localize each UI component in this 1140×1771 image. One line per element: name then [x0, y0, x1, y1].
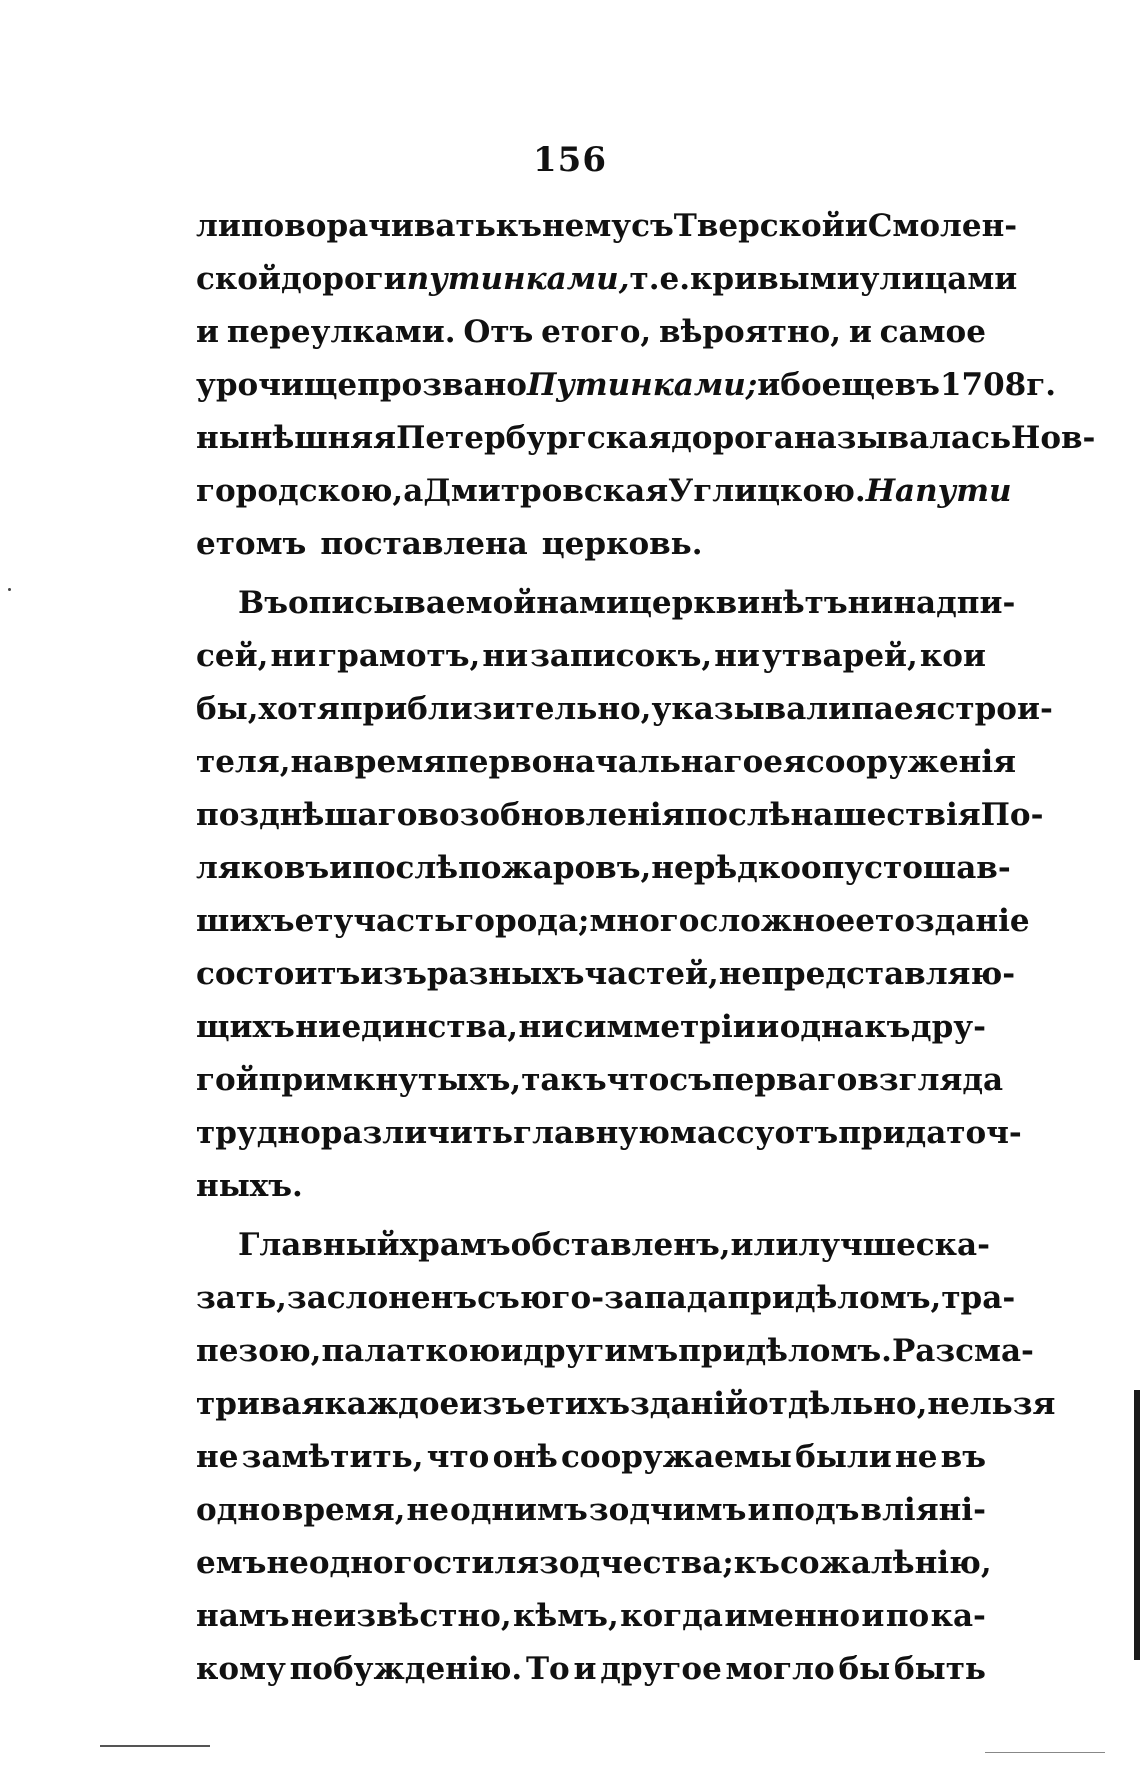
word: или [730, 1227, 799, 1263]
word: ея [763, 744, 806, 780]
word: пути [915, 473, 1012, 509]
word: вліяні- [860, 1492, 986, 1528]
word: ея [893, 691, 937, 727]
word: единства, [341, 1009, 519, 1045]
word: ска- [915, 1227, 991, 1263]
word: перваго [711, 1062, 858, 1098]
word: послѣ [352, 850, 459, 886]
word: главную [513, 1115, 670, 1151]
word: тра- [941, 1280, 1016, 1316]
word: Петербургская [396, 420, 672, 456]
word: нами [536, 585, 629, 621]
word: ни [518, 1009, 565, 1045]
word: самое [879, 314, 986, 350]
word: еще [821, 367, 895, 403]
word: нельзя [927, 1386, 1056, 1422]
text-line [196, 895, 1030, 948]
word: по [885, 1598, 930, 1634]
word: не [406, 1492, 449, 1528]
word: ляковъ [196, 850, 330, 886]
word: т. [629, 261, 660, 297]
word: нѣтъ [760, 585, 848, 621]
word: а [403, 473, 424, 509]
word: опустошав- [800, 850, 1011, 886]
text-line [196, 1590, 986, 1643]
word: етого, [541, 314, 652, 350]
word: шихъ [196, 903, 295, 939]
page-number: 156 [533, 140, 607, 180]
word: первоначальнаго [446, 744, 764, 780]
word: не [718, 956, 762, 992]
word: замѣтить, [241, 1439, 424, 1475]
word: съ [669, 1062, 712, 1098]
word: и [844, 208, 868, 244]
word: одного [308, 1545, 434, 1581]
word: называлась [793, 420, 1012, 456]
word: строи- [936, 691, 1053, 727]
word: тривая [196, 1386, 325, 1422]
word: ни [847, 585, 894, 621]
word: поставлена [320, 526, 528, 562]
scan-foot-line [985, 1752, 1105, 1753]
text-line [196, 200, 1018, 253]
text-line [196, 1054, 1004, 1107]
word: не [895, 1439, 938, 1475]
text-line [196, 359, 1057, 412]
word: записокъ, [530, 638, 713, 674]
word: поворачивать [240, 208, 496, 244]
word: что [606, 1062, 670, 1098]
word: ка- [930, 1598, 986, 1634]
word: такъ [521, 1062, 607, 1098]
word: щихъ [196, 1009, 295, 1045]
word: и [329, 850, 353, 886]
word: пезою, [196, 1333, 322, 1369]
word: время, [281, 1492, 406, 1528]
word: ни [714, 638, 760, 674]
text-line [196, 518, 986, 571]
word: сей, [196, 638, 269, 674]
word: многосложное [589, 903, 856, 939]
word: ныхъ. [196, 1168, 303, 1204]
word: дру- [910, 1009, 986, 1045]
word: Смолен- [867, 208, 1018, 244]
word: утварей, [761, 638, 918, 674]
word: Нов- [1011, 420, 1096, 456]
word: обставленъ, [510, 1227, 731, 1263]
text-line [196, 412, 1096, 465]
word: придаточ- [838, 1115, 1022, 1151]
text-line [196, 1537, 992, 1590]
word: дороги [280, 261, 407, 297]
word: Главный [238, 1227, 400, 1263]
word: дорога [671, 420, 794, 456]
word: быть [893, 1651, 986, 1687]
text-line [196, 1325, 1034, 1378]
word: примкнутыхъ, [258, 1062, 522, 1098]
word: городскою, [196, 473, 404, 509]
word: етихъ [525, 1386, 630, 1422]
word: зданій [630, 1386, 748, 1422]
text-line [196, 842, 1011, 895]
word: храмъ [399, 1227, 511, 1263]
word: ни [270, 638, 317, 674]
word: массу [669, 1115, 775, 1151]
word: бы, [196, 691, 259, 727]
word: къ [733, 1545, 780, 1581]
word: къ [495, 208, 542, 244]
word: кои [919, 638, 986, 674]
word: надпи- [893, 585, 1016, 621]
word: заслоненъ [286, 1280, 478, 1316]
word: нему [541, 208, 632, 244]
word: симметріи [564, 1009, 756, 1045]
word: Дмитровская [423, 473, 669, 509]
word: кому [196, 1651, 286, 1687]
body-text [196, 200, 1096, 1696]
text-line [196, 1643, 986, 1696]
word: зодчества; [539, 1545, 734, 1581]
word: На [865, 473, 916, 509]
word: грамотъ, [318, 638, 481, 674]
word: ской [196, 261, 281, 297]
word: города; [455, 903, 590, 939]
text-line [196, 465, 1012, 518]
word: ето [855, 903, 915, 939]
word: е. [659, 261, 691, 297]
word: пожаровъ, [458, 850, 652, 886]
word: юго-запада [519, 1280, 728, 1316]
word: могло [725, 1651, 835, 1687]
word: хотя [258, 691, 340, 727]
word: ли [196, 208, 241, 244]
word: ни [295, 1009, 341, 1045]
word: позднѣшаго [196, 797, 418, 833]
text-line [196, 577, 1016, 630]
word: изъ [360, 956, 427, 992]
word: представляю- [761, 956, 1016, 992]
word: урочище [196, 367, 358, 403]
word: и [573, 1651, 597, 1687]
word: зодчимъ [588, 1492, 747, 1528]
word: и [756, 1009, 780, 1045]
word: что [426, 1439, 490, 1475]
word: были [795, 1439, 892, 1475]
word: зать, [196, 1280, 287, 1316]
word: не [266, 1545, 309, 1581]
word: изъ [459, 1386, 526, 1422]
text-line [196, 1484, 986, 1537]
word: послѣ [684, 797, 791, 833]
word: и [500, 1333, 524, 1369]
word: емъ [196, 1545, 267, 1581]
word: ету [294, 903, 354, 939]
word: палаткою [321, 1333, 501, 1369]
word: вѣроятно, [659, 314, 841, 350]
word: на [290, 744, 334, 780]
word: Разсма- [891, 1333, 1034, 1369]
text-line [196, 1378, 1056, 1431]
word: церковь. [541, 526, 703, 562]
word: етомъ [196, 526, 307, 562]
text-line [196, 789, 1044, 842]
word: Углицкою. [668, 473, 866, 509]
word: другимъ [523, 1333, 679, 1369]
word: съ [631, 208, 674, 244]
text-line [196, 253, 1018, 306]
word: зданіе [914, 903, 1030, 939]
word: частей, [584, 956, 719, 992]
text-line [196, 1001, 986, 1054]
word: отдѣльно, [748, 1386, 928, 1422]
text-line [196, 683, 1053, 736]
word: часть [353, 903, 456, 939]
scan-speck [8, 588, 11, 591]
word: въ [894, 367, 940, 403]
scan-edge-mark [1134, 1390, 1140, 1660]
word: приблизительно, [339, 691, 652, 727]
word: неизвѣстно, [290, 1598, 512, 1634]
word: указывали [651, 691, 852, 727]
text-line [196, 306, 986, 359]
word: когда [620, 1598, 723, 1634]
word: именно [724, 1598, 861, 1634]
text-line [196, 736, 1017, 789]
word: однимъ [450, 1492, 588, 1528]
word: взгляда [857, 1062, 1004, 1098]
word: одна [779, 1009, 864, 1045]
word: То [525, 1651, 570, 1687]
word: трудно [196, 1115, 321, 1151]
word: сожалѣнію, [779, 1545, 992, 1581]
text-line [196, 1107, 1022, 1160]
word: По- [980, 797, 1044, 833]
word: описываемой [287, 585, 537, 621]
word: г. [1026, 367, 1057, 403]
word: и [848, 314, 872, 350]
word: путинками, [406, 261, 630, 297]
word: въ [940, 1439, 986, 1475]
word: къ [864, 1009, 911, 1045]
word: различить [320, 1115, 514, 1151]
word: отъ [774, 1115, 839, 1151]
word: придѣломъ, [727, 1280, 942, 1316]
word: каждое [324, 1386, 460, 1422]
word: ибо [757, 367, 822, 403]
word: сооруженія [805, 744, 1017, 780]
word: не [196, 1439, 239, 1475]
word: онѣ [492, 1439, 558, 1475]
word: церкви [628, 585, 761, 621]
word: 1708 [939, 367, 1027, 403]
word: Въ [238, 585, 288, 621]
text-line [196, 630, 986, 683]
word: сооружаемы [561, 1439, 792, 1475]
word: нерѣдко [651, 850, 801, 886]
text-line [196, 1272, 1016, 1325]
text-line [196, 1160, 986, 1213]
text-line [196, 1219, 991, 1272]
word: нашествія [790, 797, 981, 833]
word: лучше [798, 1227, 916, 1263]
word: придѣломъ. [678, 1333, 892, 1369]
text-line [196, 948, 1016, 1001]
word: возобновленія [417, 797, 685, 833]
word: состоитъ [196, 956, 361, 992]
word: и [861, 1598, 885, 1634]
word: па [851, 691, 894, 727]
word: кривыми [690, 261, 860, 297]
word: кѣмъ, [513, 1598, 619, 1634]
word: бы [838, 1651, 891, 1687]
text-line [196, 1431, 986, 1484]
word: Путинками; [526, 367, 758, 403]
word: другое [600, 1651, 722, 1687]
scan-foot-line [100, 1745, 210, 1747]
word: подъ [771, 1492, 860, 1528]
word: стиля [433, 1545, 540, 1581]
word: одно [196, 1492, 281, 1528]
word: и [747, 1492, 771, 1528]
word: съ [477, 1280, 520, 1316]
word: теля, [196, 744, 291, 780]
word: ни [482, 638, 529, 674]
word: время [333, 744, 447, 780]
word: прозвано [357, 367, 527, 403]
word: побужденію. [289, 1651, 523, 1687]
word: переулками. [226, 314, 456, 350]
word: и [196, 314, 219, 350]
word: Тверской [673, 208, 845, 244]
word: улицами [859, 261, 1018, 297]
word: нынѣшняя [196, 420, 397, 456]
word: намъ [196, 1598, 290, 1634]
word: разныхъ [426, 956, 585, 992]
word: гой [196, 1062, 259, 1098]
word: Отъ [463, 314, 534, 350]
